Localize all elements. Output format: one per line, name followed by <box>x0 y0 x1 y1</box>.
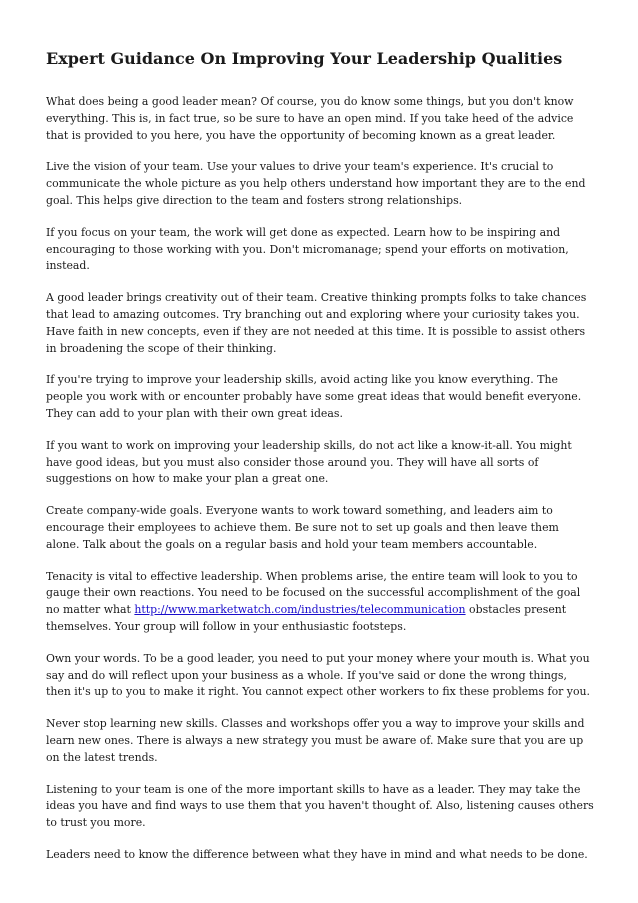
paragraph-intro: What does being a good leader mean? Of course, you do know some things, but you don't know everything. This is, in fact true, so be sure to have an open mind. If you take heed of the advice that is provided to you here, you have the opportunity of becoming known as a great leader. <box>46 95 574 142</box>
paragraph-vision: Live the vision of your team. Use your values to drive your team's experience. It's crucial to communicate the whole picture as you help others understand how important they are to the end goal. This helps give direction to the team and fosters strong relationships. <box>46 160 586 207</box>
paragraph-own-words: Own your words. To be a good leader, you need to put your money where your mouth is. What you say and do will reflect upon your business as a whole. If you've said or done the wrong things, then it's up to you to make it right. You cannot expect other workers to fix these problems for you. <box>46 651 590 699</box>
paragraph-listening: Listening to your team is one of the more important skills to have as a leader. They may take the ideas you have and find ways to use them that you haven't thought of. Also, listening causes others to trust you more. <box>46 782 594 830</box>
paragraph-tenacity <box>46 569 594 636</box>
paragraph-tenacity-after: obstacles present themselves. Your group will follow in your enthusiastic footsteps. <box>46 603 567 633</box>
paragraph-learning: Never stop learning new skills. Classes and workshops offer you a way to improve your skills and learn new ones. There is always a new strategy you must be aware of. Make sure that you are up on the latest trends. <box>46 717 585 764</box>
paragraph-goals: Create company-wide goals. Everyone wants to work toward something, and leaders aim to encourage their employees to achieve them. Be sure not to set up goals and then leave them alone. Talk about the goals on a regular basis and hold your team members accountable. <box>46 504 559 551</box>
document-page <box>46 48 594 879</box>
paragraph-difference: Leaders need to know the difference between what they have in mind and what needs to be done. <box>46 847 588 861</box>
paragraph-know-everything: If you're trying to improve your leadership skills, avoid acting like you know everything. The people you work with or encounter probably have some great ideas that would benefit everyone. They can add to your plan with their own great ideas. <box>46 373 582 420</box>
paragraph-know-it-all: If you want to work on improving your leadership skills, do not act like a know-it-all. You might have good ideas, but you must also consider those around you. They will have all sorts of suggestions on how to make your plan a great one. <box>46 438 572 486</box>
paragraph-tenacity-before: Tenacity is vital to effective leadership. When problems arise, the entire team will look to you to gauge their own reactions. You need to be focused on the successful accomplishment of the goal no matter what <box>46 569 581 617</box>
paragraph-focus-team: If you focus on your team, the work will get done as expected. Learn how to be inspiring and encouraging to those working with you. Don't micromanage; spend your efforts on motivation, instead. <box>46 225 569 273</box>
page-title: Expert Guidance On Improving Your Leadership Qualities <box>46 49 563 68</box>
paragraph-creativity: A good leader brings creativity out of their team. Creative thinking prompts folks to take chances that lead to amazing outcomes. Try branching out and exploring where your curiosity takes you. Have faith in new concepts, even if they are not needed at this time. It is possible to assist others in broadening the scope of their thinking. <box>46 291 587 355</box>
marketwatch-link[interactable]: http://www.marketwatch.com/industries/telecommunication <box>134 603 466 617</box>
